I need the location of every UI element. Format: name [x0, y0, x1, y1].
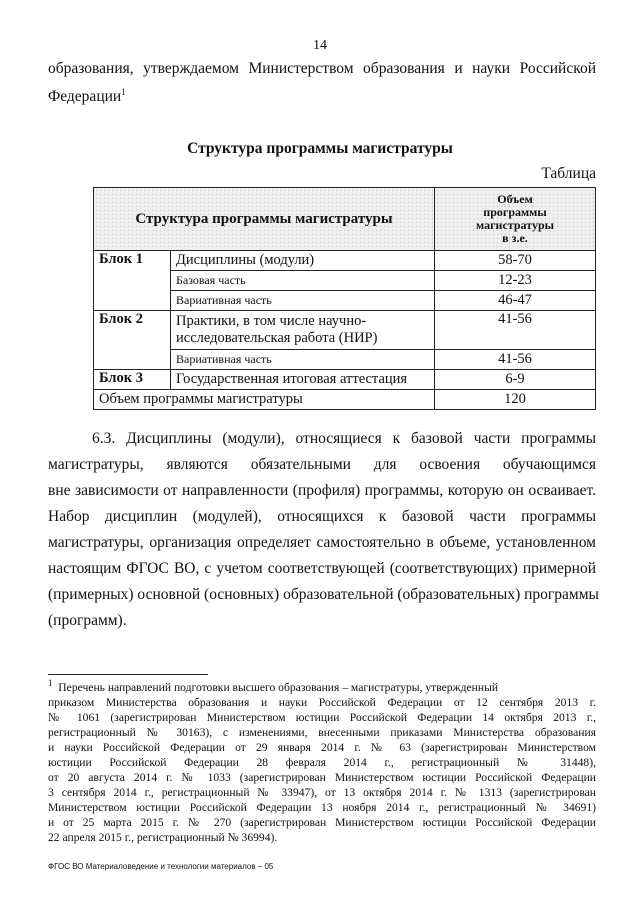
footnote-line: Министерством юстиции Российской Федерации 13 ноября 2014 г., регистрационный № 34691): [48, 801, 596, 814]
footnote-line: и от 25 марта 2015 г. № 270 (зарегистрирован Министерством юстиции Российской Федерации: [48, 816, 596, 829]
intro-line-2: [48, 88, 596, 106]
header-volume: [435, 188, 596, 251]
row-value: 46-47: [435, 291, 596, 311]
table-row: [94, 390, 596, 410]
intro-line-1: образования, утверждаемом Министерством образования и науки Российской: [48, 60, 596, 77]
footnote-line: приказом Министерства образования и науки Российской Федерации от 12 сентября 2013 г.: [48, 696, 596, 709]
program-structure-table: [93, 187, 596, 410]
page-number: 14: [313, 38, 327, 53]
footnote-mark: 1: [48, 678, 53, 689]
footnote-line-text: Перечень направлений подготовки высшего образования – магистратуры, утвержденный: [58, 681, 499, 694]
row-name-line: Практики, в том числе научно-: [176, 313, 367, 329]
table-row: [94, 370, 596, 390]
row-name: Вариативная часть: [171, 291, 435, 311]
header-volume-line: Объем: [497, 192, 533, 206]
page-footer: ФГОС ВО Материаловедение и технологии материалов – 05: [48, 862, 274, 871]
footnote-line: 3 сентября 2014 г., регистрационный № 33947), от 13 октября 2014 г. № 1313 (зарегистрирован: [48, 786, 596, 799]
intro-line-2-text: Федерации: [48, 88, 122, 105]
row-name: Вариативная часть: [171, 350, 435, 370]
row-name: Государственная итоговая аттестация: [171, 370, 435, 390]
row-value: 58-70: [435, 251, 596, 271]
footnote-line: юстиции Российской Федерации 28 февраля 2014 г., регистрационный № 31448),: [48, 756, 596, 769]
footnote-line: 22 апреля 2015 г., регистрационный № 36994).: [48, 831, 278, 844]
header-volume-line: программы: [483, 205, 547, 219]
row-name-line: исследовательская работа (НИР): [176, 330, 378, 346]
footnote-line: от 20 августа 2014 г. № 1033 (зарегистрирован Министерством юстиции Российской Федерации: [48, 771, 596, 784]
row-name: Базовая часть: [171, 271, 435, 291]
block-label: Блок 2: [94, 311, 171, 370]
paragraph-line: 6.3. Дисциплины (модули), относящиеся к базовой части программы: [92, 430, 596, 447]
row-name: Объем программы магистратуры: [94, 390, 435, 410]
footnote-line: [48, 678, 596, 694]
footnote-line: регистрационный № 30163), с изменениями, внесенными приказами Министерства образования: [48, 726, 596, 739]
paragraph-line: (программ).: [48, 612, 127, 629]
paragraph-line: магистратуры, являются обязательными для освоения обучающимся: [48, 456, 596, 473]
paragraph-line: (примерных) основной (основных) образовательной (образовательных) программы: [48, 586, 599, 603]
table-label: Таблица: [541, 165, 596, 182]
paragraph-line: вне зависимости от направленности (профиля) программы, которую он осваивает.: [48, 482, 596, 499]
row-name: [171, 311, 435, 350]
footnote-line: и науки Российской Федерации от 29 января 2014 г. № 63 (зарегистрирован Министерством: [48, 741, 596, 754]
section-title: Структура программы магистратуры: [187, 140, 453, 157]
header-structure: Структура программы магистратуры: [94, 188, 435, 251]
paragraph-line: настоящим ФГОС ВО, с учетом соответствующей (соответствующих) примерной: [48, 560, 596, 577]
row-value: 41-56: [435, 350, 596, 370]
footnote-line: № 1061 (зарегистрирован Министерством юстиции Российской Федерации 14 октября 2013 г.,: [48, 711, 596, 724]
table-row: [94, 251, 596, 271]
block-label: Блок 1: [94, 251, 171, 311]
header-volume-line: в з.е.: [502, 231, 528, 245]
table-header-row: [94, 188, 596, 251]
row-value: 6-9: [435, 370, 596, 390]
row-name: Дисциплины (модули): [171, 251, 435, 271]
paragraph-line: Набор дисциплин (модулей), относящихся к базовой части программы: [48, 508, 596, 525]
row-value: 41-56: [435, 311, 596, 350]
block-label: Блок 3: [94, 370, 171, 390]
paragraph-line: магистратуры, организация определяет самостоятельно в объеме, установленном: [48, 534, 596, 551]
row-value: 120: [435, 390, 596, 410]
table-row: [94, 311, 596, 350]
header-volume-line: магистратуры: [476, 218, 554, 232]
footnote-separator: [48, 674, 208, 675]
row-value: 12-23: [435, 271, 596, 291]
footnote-ref: 1: [121, 86, 126, 97]
